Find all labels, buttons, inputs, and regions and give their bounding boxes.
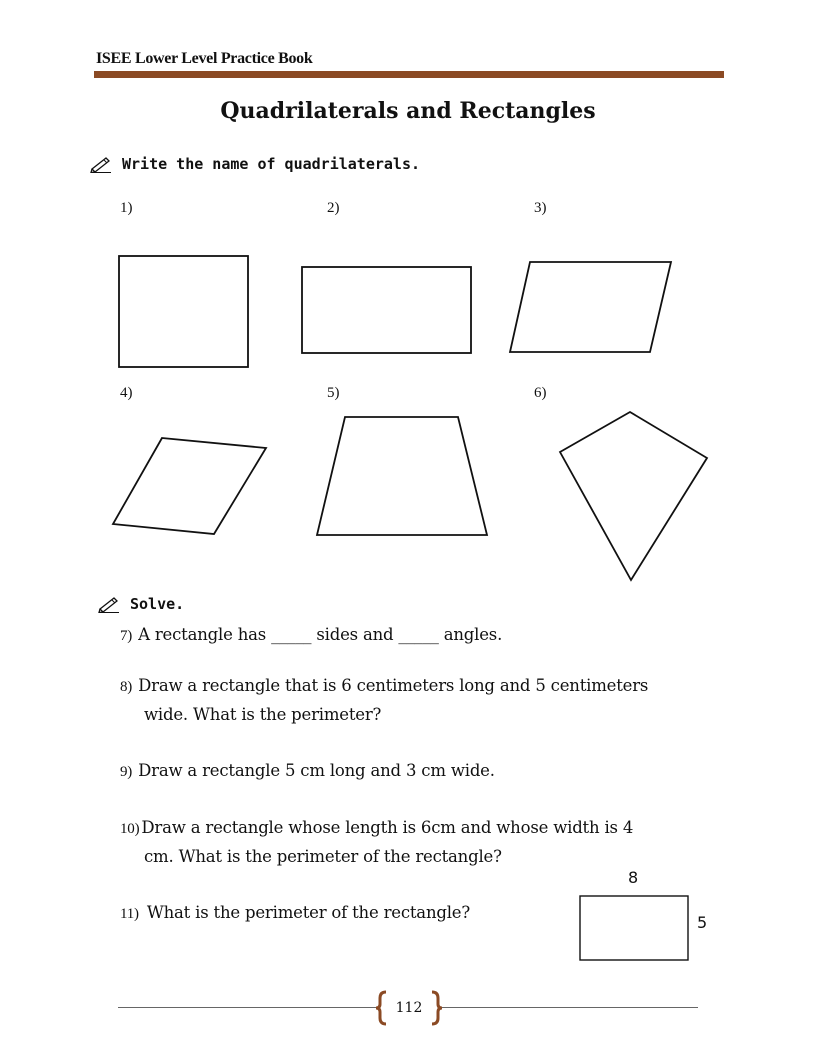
page-number: 112: [395, 1000, 423, 1016]
shape-label-4: 4): [120, 385, 133, 401]
shape-label-1: 1): [120, 200, 133, 216]
shape-parallelogram: [510, 262, 671, 352]
footer-line-right: [438, 1007, 698, 1008]
section-heading-text: Write the name of quadrilaterals.: [122, 155, 421, 173]
problem-text: A rectangle has _____ sides and _____ angles.: [138, 625, 503, 644]
problem-10: [120, 814, 720, 871]
rectangle-length-label: 8: [628, 868, 639, 887]
problem-text: Draw a rectangle that is 6 centimeters long and 5 centimeters: [138, 676, 649, 695]
problem-text-continued: cm. What is the perimeter of the rectangle?: [144, 847, 502, 866]
problem-rectangle: [580, 896, 688, 960]
problem-number: 7): [120, 628, 133, 644]
pencil-icon: [98, 595, 120, 613]
problem-8: [120, 672, 720, 729]
problem-text-continued: wide. What is the perimeter?: [144, 705, 382, 724]
shape-kite: [560, 412, 707, 580]
section-heading-text: Solve.: [130, 595, 185, 613]
shape-square: [119, 256, 248, 367]
problem-text: What is the perimeter of the rectangle?: [146, 903, 471, 922]
problem-text: Draw a rectangle whose length is 6cm and whose width is 4: [141, 818, 634, 837]
rectangle-width-label: 5: [697, 913, 708, 932]
shape-trapezoid: [317, 417, 487, 535]
page-title: Quadrilaterals and Rectangles: [220, 98, 596, 124]
book-title: ISEE Lower Level Practice Book: [96, 50, 313, 67]
shape-label-5: 5): [327, 385, 340, 401]
problem-11: [120, 899, 470, 928]
problem-number: 9): [120, 764, 133, 780]
section-heading-solve: [98, 595, 184, 613]
shape-label-3: 3): [534, 200, 547, 216]
problem-number: 10): [120, 821, 140, 837]
shape-label-2: 2): [327, 200, 340, 216]
shape-rectangle: [302, 267, 471, 353]
footer-line-left: [118, 1007, 380, 1008]
shape-rhombus: [113, 438, 266, 534]
problem-9: [120, 757, 495, 786]
problem-number: 8): [120, 679, 133, 695]
problem-7: [120, 621, 502, 650]
problem-number: 11): [120, 906, 139, 922]
problem-text: Draw a rectangle 5 cm long and 3 cm wide.: [138, 761, 495, 780]
shape-label-6: 6): [534, 385, 547, 401]
